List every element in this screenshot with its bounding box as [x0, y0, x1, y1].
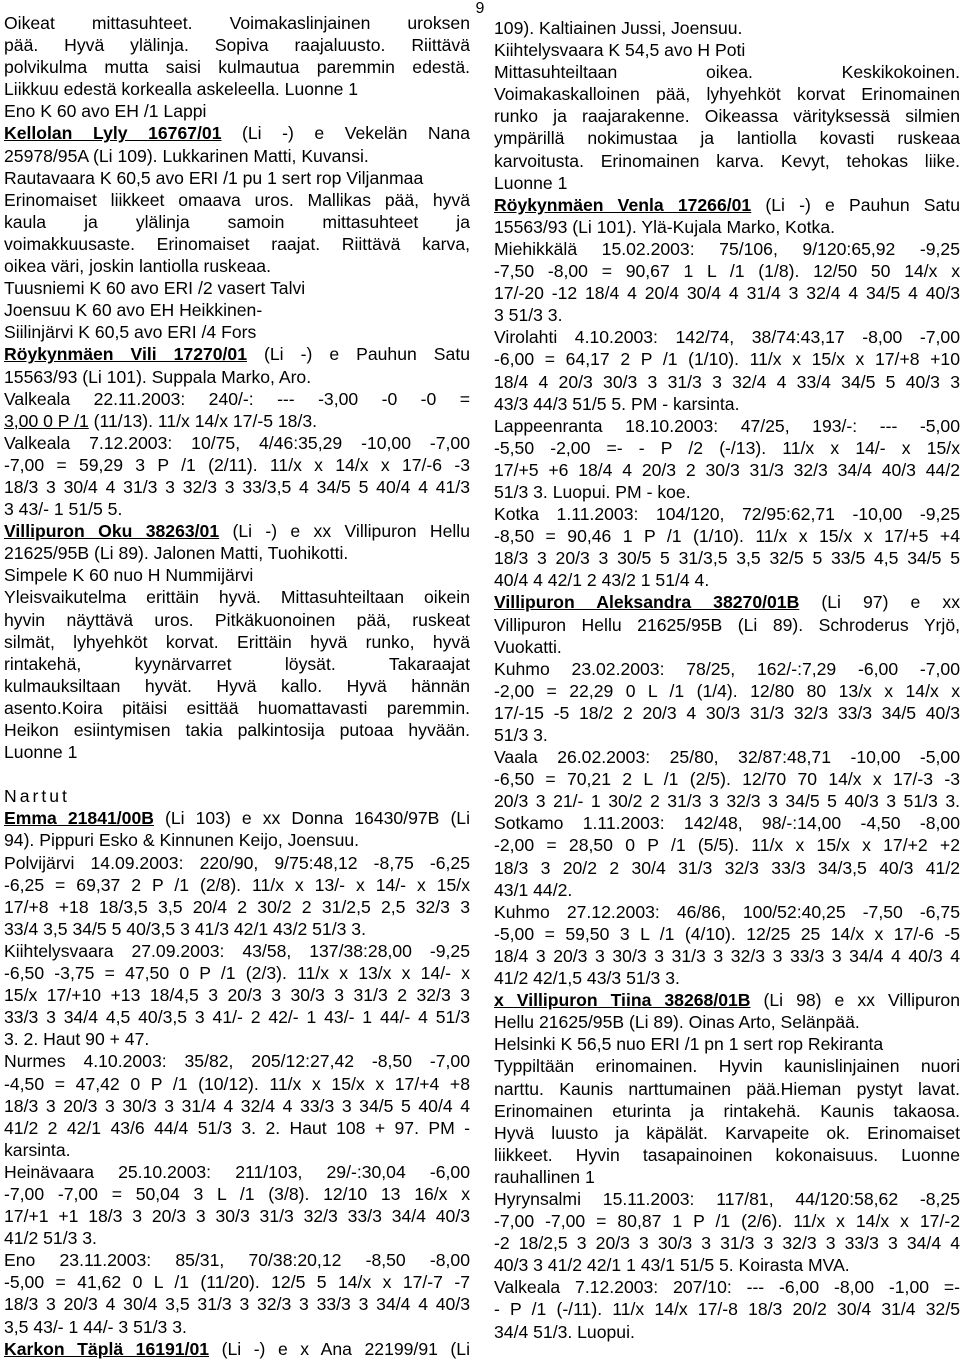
- text-line: oikea väri, joskin lantiolla ruskeaa.: [4, 256, 271, 277]
- text-line: 20/3 3 21/- 1 30/2 2 31/3 3 32/3 3 34/5 5 40/3 3 51/3 3.: [494, 791, 960, 812]
- dog-name-heading: Röykynmäen Vili 17270/01: [4, 344, 248, 365]
- text-line: Valkeala 7.12.2003: 207/10: --- -6,00 -8,00 -1,00 =-: [494, 1277, 960, 1298]
- text-line: 43/1 44/2.: [494, 879, 573, 900]
- text-line: Valkeala 7.12.2003: 10/75, 4/46:35,29 -10,00 -7,00: [4, 432, 470, 453]
- text-line: kulmauksiltaan hyvät. Hyvä kallo. Hyvä hännän: [4, 675, 470, 696]
- text-line: voimakkuusaste. Erinomaiset raajat. Riittävä karva,: [4, 233, 470, 254]
- text-line: -7,00 -7,00 = 80,87 1 P /1 (2/6). 11/x x 14/x x 17/-2: [494, 1211, 960, 1232]
- text-line: 17/-15 -5 18/2 2 20/3 4 30/3 31/3 32/3 33/3 34/5 40/3: [494, 702, 960, 723]
- text-line: narttu. Kaunis narttumainen pää.Hieman pystyt lavat.: [494, 1078, 960, 1099]
- text-line: Lappeenranta 18.10.2003: 47/25, 193/-: --- -5,00: [494, 415, 960, 436]
- dog-name-heading: x Villipuron Tiina 38268/01B: [494, 990, 751, 1011]
- text-line: Joensuu K 60 avo EH Heikkinen-: [4, 300, 263, 321]
- text-line: - P /1 (-/11). 11/x 14/x 17/-8 18/3 20/2 30/4 31/4 32/5: [494, 1299, 960, 1320]
- text-line: 43/3 44/3 51/5 5. PM - karsinta.: [494, 393, 740, 414]
- text-line: 33/3 3 34/4 4,5 40/3,5 3 41/- 2 42/- 1 43/- 1 44/- 4 51/3: [4, 1007, 470, 1028]
- text-line: Hyrynsalmi 15.11.2003: 117/81, 44/120:58,62 -8,25: [494, 1188, 960, 1209]
- text-line: 15563/93 (Li 101). Ylä-Kujala Marko, Kotka.: [494, 216, 835, 237]
- text-line: x Villipuron Tiina 38268/01B (Li 98) e xx Villipuron: [494, 990, 960, 1011]
- dog-name-heading: Röykynmäen Venla 17266/01: [494, 194, 752, 215]
- text-line: asento.Koira pitäisi esittää huomattavasti paremmin.: [4, 697, 470, 718]
- text-line: 17/-20 -12 18/4 4 20/4 30/4 4 31/4 3 32/4 4 34/5 4 40/3: [494, 283, 960, 304]
- text-line: Sotkamo 1.11.2003: 142/48, 98/-:14,00 -4,50 -8,00: [494, 813, 960, 834]
- text-line: karvoitusta. Erinomainen karva. Kevyt, tehokas liike.: [494, 150, 960, 171]
- text-line: 15/x 17/+10 +13 18/4,5 3 20/3 3 30/3 3 31/3 2 32/3 3: [4, 985, 470, 1006]
- text-line: Mittasuhteiltaan oikea. Keskikokoinen.: [494, 62, 960, 83]
- text-line: Villipuron Aleksandra 38270/01B (Li 97) e xx: [494, 592, 960, 613]
- text-line: 18/4 4 20/3 30/3 3 31/3 3 32/4 4 33/4 34/5 5 40/3 3: [494, 371, 960, 392]
- text-line: 41/2 51/3 3.: [4, 1228, 97, 1249]
- text-line: 18/3 3 30/4 4 31/3 3 32/3 3 33/3,5 4 34/5 5 40/4 4 41/3: [4, 476, 470, 497]
- text-line: Kuhmo 27.12.2003: 46/86, 100/52:40,25 -7,50 -6,75: [494, 901, 960, 922]
- text-line: Erinomainen eturinta ja rintakehä. Kaunis takaosa.: [494, 1100, 960, 1121]
- text-line: 18/3 3 20/3 4 30/4 3,5 31/3 3 32/3 3 33/3 3 34/4 4 40/3: [4, 1294, 470, 1315]
- text-line: -7,00 = 59,29 3 P /1 (2/11). 11/x x 14/x x 17/-6 -3: [4, 454, 470, 475]
- text-line: -2 18/2,5 3 20/3 3 30/3 3 31/3 3 32/3 3 33/3 3 34/4 4: [494, 1233, 960, 1254]
- text-line: 18/4 3 20/3 3 30/3 3 31/3 3 32/3 3 33/3 3 34/4 4 40/3 4: [494, 945, 960, 966]
- text-line: -4,50 = 47,42 0 P /1 (10/12). 11/x x 15/x x 17/+4 +8: [4, 1073, 470, 1094]
- text-line: -2,00 = 22,29 0 L /1 (1/4). 12/80 80 13/x x 14/x x: [494, 680, 960, 701]
- text-line: 18/3 3 20/2 2 30/4 31/3 32/3 33/3 34/3,5 40/3 41/2: [494, 857, 960, 878]
- text-line: 51/3 3. Luopui. PM - koe.: [494, 481, 691, 502]
- text-line: -2,00 = 28,50 0 P /1 (5/5). 11/x x 15/x x 17/+2 +2: [494, 835, 960, 856]
- text-line: 94). Pippuri Esko & Kinnunen Keijo, Joensuu.: [4, 830, 360, 851]
- text-line: 17/+1 +1 18/3 3 20/3 3 30/3 31/3 32/3 33/3 34/4 40/3: [4, 1206, 470, 1227]
- text-line: ympärillä nokimustaa ja lantiolla kovasti ruskeaa: [494, 128, 960, 149]
- text-line: 18/3 3 20/3 3 30/3 3 31/4 4 32/4 4 33/3 3 34/5 5 40/4 4: [4, 1095, 470, 1116]
- text-line: -6,25 = 69,37 2 P /1 (2/8). 11/x x 13/- x 14/- x 15/x: [4, 874, 470, 895]
- dog-name-heading: Emma 21841/00B: [4, 808, 154, 829]
- text-line: Voimakaskalloinen pää, lyhyehköt korvat Erinomainen: [494, 84, 960, 105]
- text-line: 3 51/3 3.: [494, 305, 563, 326]
- text-line: hyvin näyttävä uros. Pitkäkuonoinen pää, ruskeat: [4, 609, 470, 630]
- right-column: [494, 17, 960, 1343]
- text-line: Rautavaara K 60,5 avo ERI /1 pu 1 sert rop Viljanmaa: [4, 167, 424, 188]
- text-line: Erinomaiset liikkeet omaava uros. Mallikas pää, hyvä: [4, 189, 470, 210]
- text-line: Nurmes 4.10.2003: 35/82, 205/12:27,42 -8,50 -7,00: [4, 1051, 470, 1072]
- text-line: pää. Hyvä ylälinja. Sopiva raajaluusto. Riittävä: [4, 35, 470, 56]
- text-line: 3,5 43/- 1 44/- 3 51/3 3.: [4, 1316, 187, 1337]
- text-line: Kiihtelysvaara K 54,5 avo H Poti: [494, 40, 746, 61]
- text-line: -8,50 = 90,46 1 P /1 (1/10). 11/x x 15/x x 17/+5 +4: [494, 526, 960, 547]
- text-line: Typpiltään erinomainen. Hyvin kaunislinjainen nuori: [494, 1056, 960, 1077]
- text-line: -5,00 = 59,50 3 L /1 (4/10). 12/25 25 14/x x 17/-6 -5: [494, 923, 960, 944]
- text-line: 17/+8 +18 18/3,5 3,5 20/4 2 30/2 2 31/2,5 2,5 32/3 3: [4, 896, 470, 917]
- text-line: Eno K 60 avo EH /1 Lappi: [4, 101, 207, 122]
- dog-name-heading: Villipuron Aleksandra 38270/01B: [494, 592, 800, 613]
- text-line: Kotka 1.11.2003: 104/120, 72/95:62,71 -10,00 -9,25: [494, 504, 960, 525]
- text-line: Helsinki K 56,5 nuo ERI /1 pn 1 sert rop Rekiranta: [494, 1034, 884, 1055]
- text-line: Röykynmäen Vili 17270/01 (Li -) e Pauhun Satu: [4, 344, 470, 365]
- text-line: 21625/95B (Li 89). Jalonen Matti, Tuohikotti.: [4, 543, 349, 564]
- text-line: Luonne 1: [494, 172, 568, 193]
- text-line: runko ja raajarakenne. Oikeassa värityksessä silmien: [494, 106, 960, 127]
- text-line: rintakehä, kyynärvarret löysät. Takaraajat: [4, 653, 470, 674]
- text-line: Villipuron Hellu 21625/95B (Li 89). Schroderus Yrjö,: [494, 614, 960, 635]
- text-line: Villipuron Oku 38263/01 (Li -) e xx Villipuron Hellu: [4, 521, 470, 542]
- text-line: -5,50 -2,00 =- - P /2 (-/13). 11/x x 14/- x 15/x: [494, 437, 960, 458]
- text-line: 40/3 3 41/2 42/1 1 43/1 51/5 5. Koirasta MVA.: [494, 1255, 850, 1276]
- text-line: 3. 2. Haut 90 + 47.: [4, 1029, 150, 1050]
- text-line: -5,00 = 41,62 0 L /1 (11/20). 12/5 5 14/x x 17/-7 -7: [4, 1272, 470, 1293]
- text-line: 41/2 2 42/1 43/6 44/4 51/3 3. 2. Haut 108 + 97. PM -: [4, 1117, 470, 1138]
- text-line: 18/3 3 20/3 3 30/5 5 31/3,5 3,5 32/5 5 33/5 4,5 34/5 5: [494, 548, 960, 569]
- dog-name-heading: Kellolan Lyly 16767/01: [4, 123, 222, 144]
- text-line: Oikeat mittasuhteet. Voimakaslinjainen uroksen: [4, 13, 470, 33]
- dog-name-heading: Villipuron Oku 38263/01: [4, 521, 220, 542]
- text-line: liikkeet. Hyvin tasapainoinen kokonaisuus. Luonne: [494, 1144, 960, 1165]
- text-line: 34/4 51/3. Luopui.: [494, 1321, 635, 1342]
- text-line: Valkeala 22.11.2003: 240/-: --- -3,00 -0 -0 =: [4, 388, 470, 409]
- text-line: Vuokatti.: [494, 636, 562, 657]
- text-line: Eno 23.11.2003: 85/31, 70/38:20,12 -8,50 -8,00: [4, 1250, 470, 1271]
- text-line: 51/3 3.: [494, 725, 548, 745]
- dog-name-heading: Karkon Täplä 16191/01: [4, 1338, 210, 1359]
- text-line: Karkon Täplä 16191/01 (Li -) e x Ana 22199/91 (Li: [4, 1338, 470, 1359]
- text-line: Heinävaara 25.10.2003: 211/103, 29/-:30,04 -6,00: [4, 1161, 470, 1182]
- left-column: [4, 12, 470, 1360]
- text-line: Kuhmo 23.02.2003: 78/25, 162/-:7,29 -6,00 -7,00: [494, 658, 960, 679]
- text-line: Emma 21841/00B (Li 103) e xx Donna 16430/97B (Li: [4, 808, 470, 829]
- text-line: Vaala 26.02.2003: 25/80, 32/87:48,71 -10,00 -5,00: [494, 747, 960, 768]
- text-line: Luonne 1: [4, 742, 78, 763]
- text-line: -7,50 -8,00 = 90,67 1 L /1 (1/8). 12/50 50 14/x x: [494, 261, 960, 282]
- dog-name-heading: 3,00 0 P /1: [4, 410, 89, 431]
- text-line: rauhallinen 1: [494, 1166, 595, 1187]
- text-line: Simpele K 60 nuo H Nummijärvi: [4, 565, 254, 586]
- text-line: Miehikkälä 15.02.2003: 75/106, 9/120:65,92 -9,25: [494, 238, 960, 259]
- text-line: 33/4 3,5 34/5 5 40/3,5 3 41/3 42/1 43/2 51/3 3.: [4, 918, 366, 939]
- text-line: polvikulma mutta saisi kulmautua paremmin edestä.: [4, 57, 470, 78]
- page-number: 9: [475, 0, 485, 17]
- text-line: Röykynmäen Venla 17266/01 (Li -) e Pauhun Satu: [494, 194, 960, 215]
- text-line: 109). Kaltiainen Jussi, Joensuu.: [494, 18, 743, 38]
- text-line: 40/4 4 42/1 2 43/2 1 51/4 4.: [494, 570, 710, 591]
- text-line: 3 43/- 1 51/5 5.: [4, 499, 123, 520]
- text-line: Hellu 21625/95B (Li 89). Oinas Arto, Selänpää.: [494, 1012, 860, 1033]
- text-line: silmät, lyhyehköt korvat. Erittäin hyvä runko, hyvä: [4, 631, 470, 652]
- text-line: Liikkuu edestä korkealla askeleella. Luonne 1: [4, 79, 359, 100]
- text-line: Polvijärvi 14.09.2003: 220/90, 9/75:48,12 -8,75 -6,25: [4, 852, 470, 873]
- text-line: Kellolan Lyly 16767/01 (Li -) e Vekelän Nana: [4, 123, 470, 144]
- text-line: karsinta.: [4, 1139, 71, 1160]
- text-line: Yleisvaikutelma erittäin hyvä. Mittasuhteiltaan oikein: [4, 587, 470, 608]
- text-line: 25978/95A (Li 109). Lukkarinen Matti, Kuvansi.: [4, 145, 369, 166]
- text-line: Heikon esiintymisen takia palkintosija putoaa hyvään.: [4, 720, 470, 740]
- text-line: [4, 763, 470, 785]
- text-line: kaula ja ylälinja samoin mittasuhteet ja: [4, 211, 470, 232]
- text-line: Nartut: [4, 786, 70, 807]
- text-line: 17/+5 +6 18/4 4 20/3 2 30/3 31/3 32/3 34/4 40/3 44/2: [494, 459, 960, 480]
- text-line: Tuusniemi K 60 avo ERI /2 vasert Talvi: [4, 278, 306, 299]
- text-line: Virolahti 4.10.2003: 142/74, 38/74:43,17 -8,00 -7,00: [494, 327, 960, 348]
- text-line: 3,00 0 P /1 (11/13). 11/x 14/x 17/-5 18/3.: [4, 410, 317, 431]
- text-line: Kiihtelysvaara 27.09.2003: 43/58, 137/38:28,00 -9,25: [4, 940, 470, 961]
- text-line: Siilinjärvi K 60,5 avo ERI /4 Fors: [4, 322, 257, 343]
- text-line: -6,50 = 70,21 2 L /1 (2/5). 12/70 70 14/x x 17/-3 -3: [494, 769, 960, 790]
- text-line: 15563/93 (Li 101). Suppala Marko, Aro.: [4, 366, 312, 387]
- text-line: Hyvä luusto ja käpälät. Karvapeite ok. Erinomaiset: [494, 1122, 960, 1143]
- text-line: -6,00 = 64,17 2 P /1 (1/10). 11/x x 15/x x 17/+8 +10: [494, 349, 960, 370]
- text-line: -6,50 -3,75 = 47,50 0 P /1 (2/3). 11/x x 13/x x 14/- x: [4, 963, 470, 984]
- text-line: -7,00 -7,00 = 50,04 3 L /1 (3/8). 12/10 13 16/x x: [4, 1183, 470, 1204]
- text-line: 41/2 42/1,5 43/3 51/3 3.: [494, 968, 680, 989]
